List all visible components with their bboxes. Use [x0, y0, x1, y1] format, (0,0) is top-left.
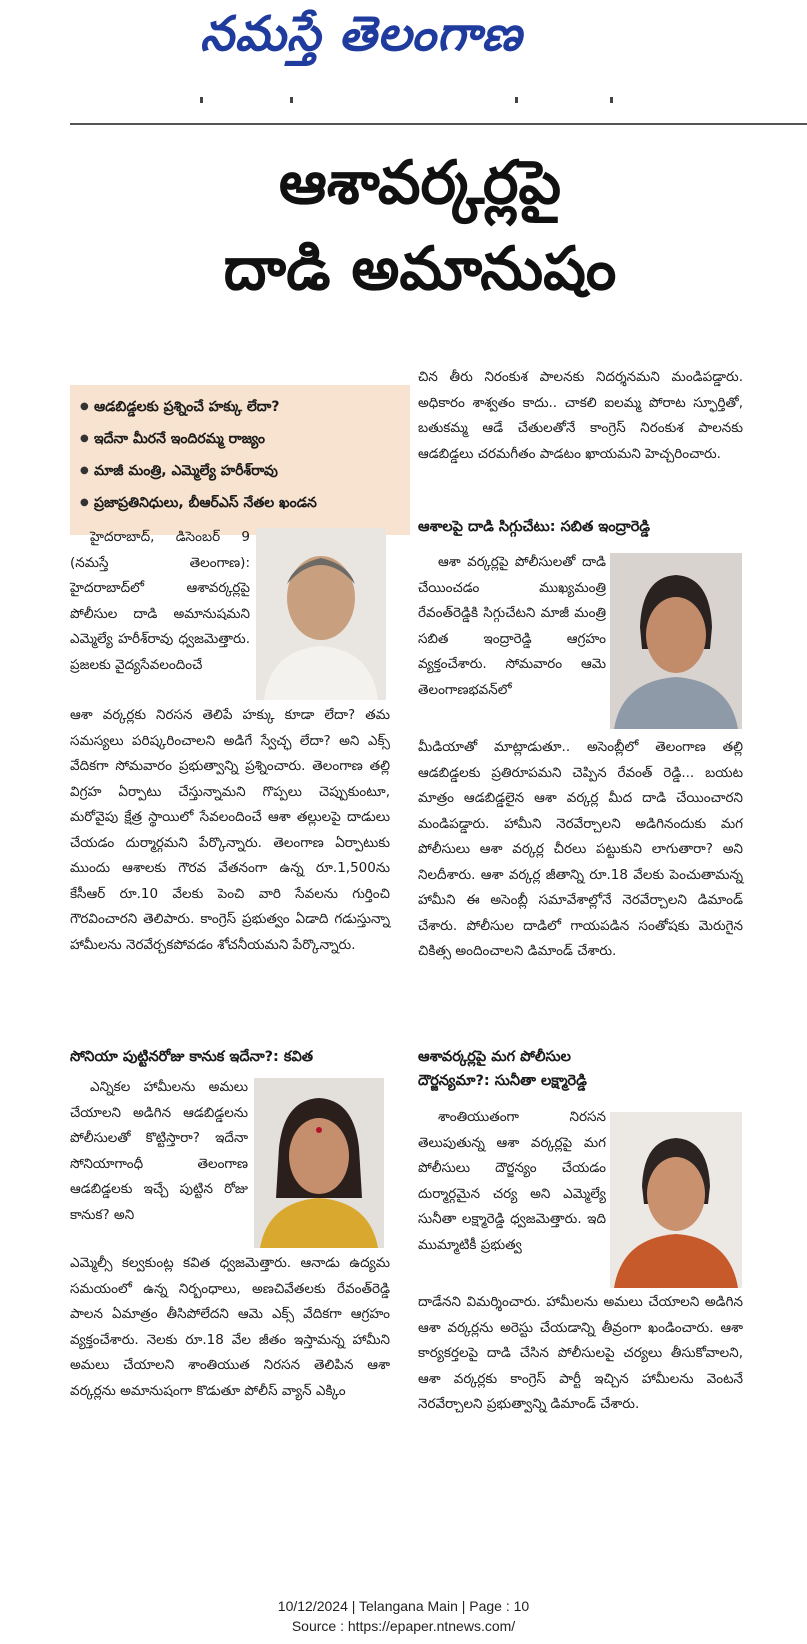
- continued-paragraph: చిన తీరు నిరంకుశ పాలనకు నిదర్శనమని మండిపడ్డారు. అధికారం శాశ్వతం కాదు.. చాకలి ఐలమ్మ పోరాట స్ఫూర్తితో, బతుకమ్మ ఆడే చేతులతోనే కాంగ్రెస్ నిరంకుశ పాలనకు ఆడబిడ్డలు చరమగీతం పాడటం ఖాయమని హెచ్చరించారు.: [418, 369, 743, 462]
- subheading-line-1: ఆశావర్కర్లపై మగ పోలీసుల: [418, 1049, 571, 1065]
- person-photo-icon: [256, 528, 386, 700]
- dateline-paragraph: హైదరాబాద్, డిసెంబర్ 9 (నమస్తే తెలంగాణ): హైదరాబాద్‌లో ఆశావర్కర్లపై పోలీసుల దాడి అమానుషమని ఎమ్మెల్యే హరీశ్‌రావు ధ్వజమెత్తారు. ప్రజలకు వైద్యసేవలందించే: [70, 529, 250, 673]
- highlights-box: [70, 385, 410, 535]
- right-sub1-block: [418, 550, 606, 703]
- newspaper-logo: నమస్తే తెలంగాణ: [200, 6, 523, 62]
- sub-body-paragraph: ఎమ్మెల్సీ కల్వకుంట్ల కవిత ధ్వజమెత్తారు. ఆనాడు ఉద్యమ సమయంలో ఉన్న నిర్బంధాలు, అణచివేతలకు రేవంత్‌రెడ్డి పాలన ఏమాత్రం తీసిపోలేదని ఆమె ఎక్స్ వేదికగా ఆగ్రహం వ్యక్తంచేశారు. నెలకు రూ.18 వేల జీతం ఇస్తామన్న హామీని అమలు చేయాలని శాంతియుత నిరసన తెలిపిన ఆశా వర్కర్లను అమానుషంగా కొడుతూ పోలీస్ వ్యాన్ ఎక్కిం: [70, 1255, 390, 1399]
- left-body: [70, 703, 390, 958]
- sub2-body-paragraph: దాడేనని విమర్శించారు. హామీలను అమలు చేయాలని అడిగిన ఆశా వర్కర్లను అరెస్టు చేయడాన్ని తీవ్రంగా ఖండించారు. ఆశా కార్యకర్తలపై దాడి చేసిన పోలీసులపై చర్యలు తీసుకోవాలని, ఆశా వర్కర్లకు కాంగ్రెస్ పార్టీ ఇచ్చిన హామీలను వెంటనే నెరవేర్చాలని ప్రభుత్వాన్ని డిమాండ్ చేశారు.: [418, 1294, 743, 1412]
- left-sub-body: [70, 1251, 390, 1404]
- right-sub2-body: [418, 1290, 743, 1418]
- footer-source-line: Source : https://epaper.ntnews.com/: [291, 1618, 516, 1634]
- person-photo-icon: [254, 1078, 384, 1248]
- left-dateline-block: [70, 525, 250, 678]
- subheading-kavitha: సోనియా పుట్టినరోజు కానుక ఇదేనా?: కవిత: [70, 1049, 314, 1065]
- sub2-paragraph: శాంతియుతంగా నిరసన తెలుపుతున్న ఆశా వర్కర్లపై మగ పోలీసులు దౌర్జన్యం చేయడం దుర్మార్గమైన చర్య అని ఎమ్మెల్యే సునీతా లక్ష్మారెడ్డి ధ్వజమెత్తారు. ఇది ముమ్మాటికీ ప్రభుత్వ: [418, 1109, 606, 1253]
- right-sub1-body: [418, 735, 743, 965]
- masthead-ticks: [200, 97, 700, 105]
- subheading-line-2: దౌర్జన్యమా?: సునీతా లక్ష్మారెడ్డి: [418, 1073, 587, 1089]
- highlight-item: ● ప్రజాప్రతినిధులు, బీఆర్‌ఎస్ నేతల ఖండన: [94, 487, 400, 519]
- sub1-paragraph: ఆశా వర్కర్లపై పోలీసులతో దాడి చేయించడం ముఖ్యమంత్రి రేవంత్‌రెడ్డికి సిగ్గుచేటని మాజీ మంత్రి సబిత ఇంద్రారెడ్డి ఆగ్రహం వ్యక్తంచేశారు. సోమవారం ఆమె తెలంగాణభవన్‌లో: [418, 554, 606, 698]
- sub1-body-paragraph: మీడియాతో మాట్లాడుతూ.. అసెంబ్లీలో తెలంగాణ తల్లి ఆడబిడ్డలకు ప్రతిరూపమని చెప్పిన రేవంత్ రెడ్డి... బయట మాత్రం ఆడబిడ్డలైన ఆశా వర్కర్ల మీద దాడి చేయించారని మండిపడ్డారు. హామీని నెరవేర్చాలని అడిగినందుకు మగ పోలీసులు ఆశా వర్కర్ల చీరలు పట్టుకుని లాగుతారా? అని నిలదీశారు. ఆశా వర్కర్ల జీతాన్ని రూ.18 వేలకు పెంచుతామన్న హామీని ఈ అసెంబ్లీ సమావేశాల్లోనే నెరవేర్చాలని డిమాండ్ చేశారు. పోలీసుల దాడిలో గాయపడిన సంతోషకు మెరుగైన చికిత్స అందించాలని డిమాండ్ చేశారు.: [418, 739, 743, 959]
- body-paragraph: ఆశా వర్కర్లకు నిరసన తెలిపే హక్కు కూడా లేదా? తమ సమస్యలు పరిష్కరించాలని అడిగే స్వేచ్ఛ లేదా? అని ఎక్స్ వేదికగా సోమవారం ప్రభుత్వాన్ని ప్రశ్నించారు. తెలంగాణ తల్లి విగ్రహ ఏర్పాటు చేస్తున్నామని గొప్పలు చెప్పుకుంటూ, మరోవైపు క్షేత్ర స్థాయిలో సేవలందించే ఆశా తల్లులపై దాడులు చేయడం దుర్మార్గమని పేర్కొన్నారు. తెలంగాణ ఏర్పాటుకు ముందు ఆశాలకు గౌరవ వేతనంగా ఉన్న రూ.1,500ను కేసీఆర్ రూ.10 వేలకు పెంచి వారి సేవలను గుర్తించి గౌరవించారని తెలిపారు. కాంగ్రెస్ ప్రభుత్వం ఏడాది గడుస్తున్నా హామీలను నెరవేర్చకపోవడం శోచనీయమని పేర్కొన్నారు.: [70, 707, 390, 953]
- photo-sunitha: [610, 1112, 742, 1288]
- left-sub-block: [70, 1075, 248, 1228]
- person-photo-icon: [610, 553, 742, 729]
- highlight-item: ● ఇదేనా మీరనే ఇందిరమ్మ రాజ్యం: [94, 423, 400, 455]
- sub-paragraph: ఎన్నికల హామీలను అమలు చేయాలని అడిగిన ఆడబిడ్డలను పోలీసులతో కొట్టిస్తారా? ఇదేనా సోనియాగాంధీ తెలంగాణ ఆడబిడ్డలకు ఇచ్చే పుట్టిన రోజు కానుక? అని: [70, 1079, 248, 1223]
- headline-line-2: దాడి అమానుషం: [223, 234, 617, 304]
- photo-sabitha: [610, 553, 742, 729]
- article-headline: [70, 140, 770, 312]
- highlight-item: ● ఆడబిడ్డలకు ప్రశ్నించే హక్కు లేదా?: [94, 391, 400, 423]
- person-photo-icon: [610, 1112, 742, 1288]
- highlight-item: ● మాజీ మంత్రి, ఎమ్మెల్యే హరీశ్‌రావు: [94, 455, 400, 487]
- masthead: [0, 0, 807, 120]
- footer-date-line: 10/12/2024 | Telangana Main | Page : 10: [277, 1598, 530, 1614]
- right-top-body: [418, 365, 743, 467]
- photo-kavitha: [254, 1078, 384, 1248]
- right-sub2-block: [418, 1105, 606, 1258]
- subheading-sabitha: ఆశాలపై దాడి సిగ్గుచేటు: సబిత ఇంద్రారెడ్డి: [418, 519, 651, 535]
- top-divider: [70, 123, 807, 125]
- headline-line-1: ఆశావర్కర్లపై: [278, 148, 562, 218]
- subheading-sunitha: [418, 1045, 748, 1093]
- photo-harish-rao: [256, 528, 386, 700]
